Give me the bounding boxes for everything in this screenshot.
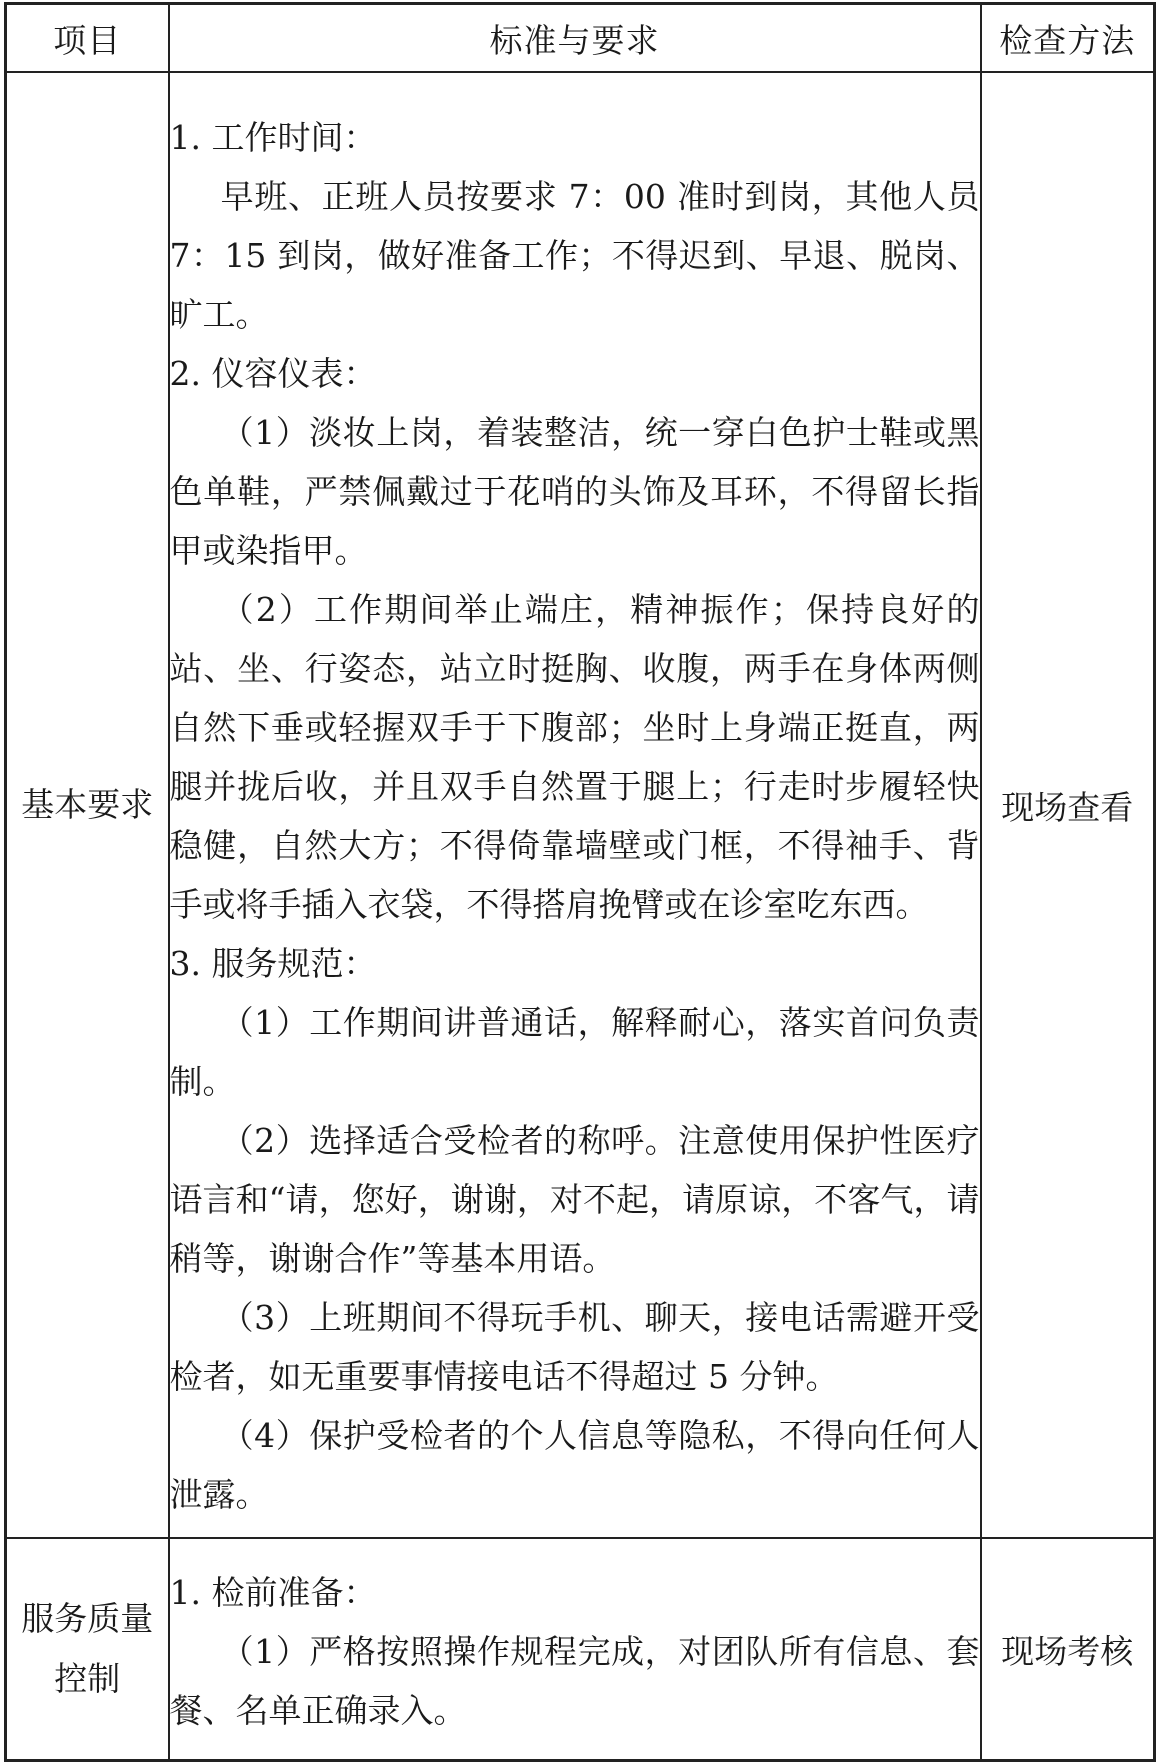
table-row — [6, 1538, 1155, 1761]
paragraph: （3）上班期间不得玩手机、聊天，接电话需避开受检者，如无重要事情接电话不得超过 5 分钟。 — [169, 1298, 980, 1396]
header-method: 检查方法 — [981, 4, 1155, 73]
paragraph: 3. 服务规范： — [169, 944, 377, 983]
table-header-row — [6, 4, 1155, 73]
paragraph: （2）选择适合受检者的称呼。注意使用保护性医疗语言和“请，您好，谢谢，对不起，请原谅，不客气，请稍等，谢谢合作”等基本用语。 — [169, 1121, 980, 1278]
paragraph: （4）保护受检者的个人信息等隐私，不得向任何人泄露。 — [169, 1416, 980, 1514]
standards-table — [4, 2, 1156, 1762]
row-item-basic: 基本要求 — [6, 72, 169, 1538]
document-page — [4, 2, 1153, 1730]
paragraph: 1. 检前准备： — [169, 1572, 377, 1612]
paragraph: 2. 仪容仪表： — [169, 354, 377, 393]
row-method-basic: 现场查看 — [981, 72, 1155, 1538]
paragraph: （1）严格按照操作规程完成，对团队所有信息、套餐、名单正确录入。 — [169, 1631, 980, 1730]
header-item: 项目 — [6, 4, 169, 73]
paragraph: 1. 工作时间： — [169, 118, 377, 157]
paragraph: （1）工作期间讲普通话，解释耐心，落实首问负责制。 — [169, 1003, 980, 1101]
paragraph: （1）淡妆上岗，着装整洁，统一穿白色护士鞋或黑色单鞋，严禁佩戴过于花哨的头饰及耳环，不得留长指甲或染指甲。 — [169, 413, 980, 570]
paragraph: （2）工作期间举止端庄，精神振作；保持良好的站、坐、行姿态，站立时挺胸、收腹，两手在身体两侧自然下垂或轻握双手于下腹部；坐时上身端正挺直，两腿并拢后收，并且双手自然置于腿上；行走时步履轻快稳健，自然大方；不得倚靠墙壁或门框，不得袖手、背手或将手插入衣袋，不得搭肩挽臂或在诊室吃东西。 — [169, 590, 980, 924]
row-method-quality: 现场考核 — [981, 1538, 1155, 1761]
row-standard-basic — [169, 72, 981, 1538]
row-standard-quality — [169, 1538, 981, 1761]
header-standard: 标准与要求 — [169, 4, 981, 73]
paragraph: 早班、正班人员按要求 7：00 准时到岗，其他人员 7：15 到岗，做好准备工作；不得迟到、早退、脱岗、旷工。 — [169, 177, 980, 334]
table-row — [6, 72, 1155, 1538]
row-item-quality: 服务质量控制 — [6, 1538, 169, 1761]
